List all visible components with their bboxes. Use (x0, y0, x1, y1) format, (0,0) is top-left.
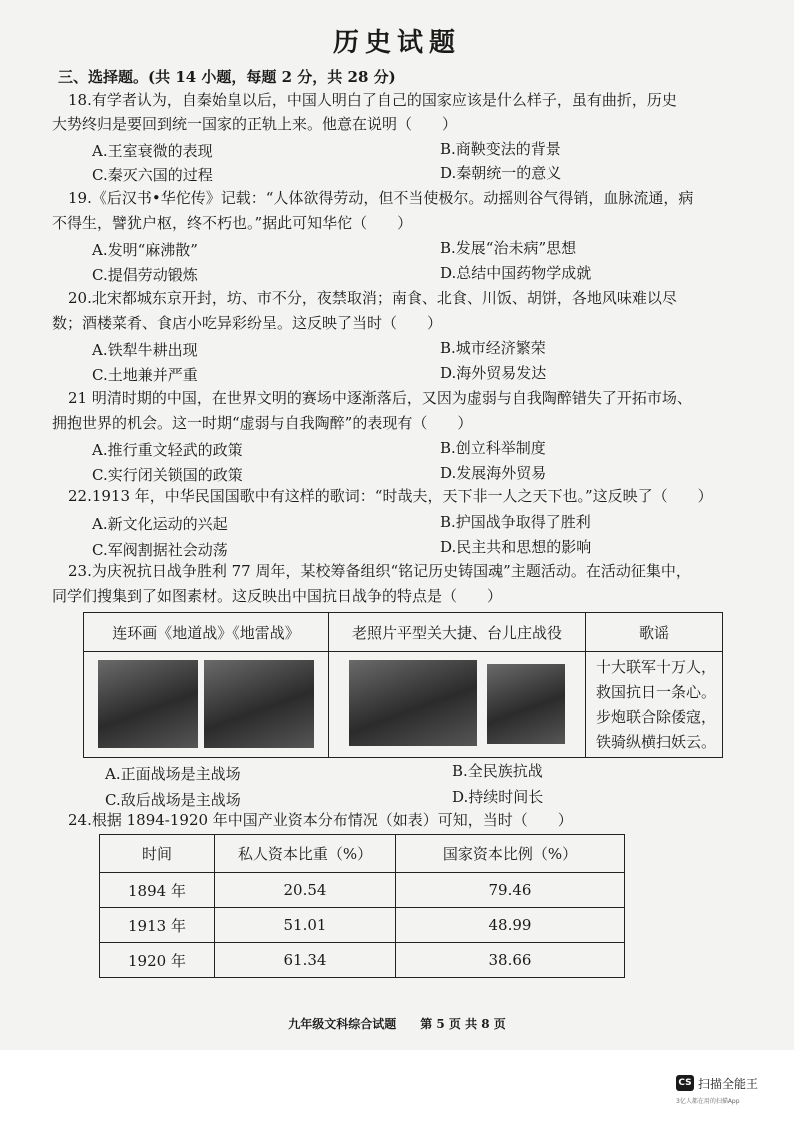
q18-option-a: A.王室衰微的表现 (92, 142, 213, 160)
q21-stem-1: 21 明清时期的中国，在世界文明的赛场中逐渐落后，又因为虚弱与自我陶醉错失了开拓市场、 (68, 389, 692, 407)
table-cell-year: 1913 年 (100, 908, 215, 943)
page-title: 历史试题 (332, 28, 461, 58)
q24-stem-1: 24.根据 1894-1920 年中国产业资本分布情况（如表）可知，当时（ ） (68, 811, 573, 829)
q23-option-c: C.敌后战场是主战场 (105, 791, 241, 809)
q18-stem-2: 大势终归是要回到统一国家的正轨上来。他意在说明（ ） (52, 115, 458, 133)
photo-pingxingguan (349, 660, 477, 746)
table-header: 国家资本比例（%） (396, 835, 625, 873)
ballad-line: 步炮联合除倭寇， (596, 707, 717, 726)
table-cell-state: 38.66 (396, 943, 625, 978)
q23-option-a: A.正面战场是主战场 (105, 765, 241, 783)
table-row (100, 873, 625, 908)
q19-option-c: C.提倡劳动锻炼 (92, 266, 198, 284)
q22-option-b: B.护国战争取得了胜利 (440, 513, 591, 531)
q18-stem-1: 18.有学者认为，自秦始皇以后，中国人明白了自己的国家应该是什么样子，虽有曲折，历史 (68, 91, 677, 109)
q18-option-c: C.秦灭六国的过程 (92, 166, 213, 184)
q21-option-b: B.创立科举制度 (440, 439, 546, 457)
q23-stem-1: 23.为庆祝抗日战争胜利 77 周年，某校筹备组织“铭记历史铸国魂”主题活动。在活动征集中， (68, 562, 691, 580)
q20-option-c: C.土地兼并严重 (92, 366, 198, 384)
q19-option-b: B.发展“治未病”思想 (440, 239, 577, 257)
q20-option-a: A.铁犁牛耕出现 (92, 341, 198, 359)
q22-option-a: A.新文化运动的兴起 (92, 515, 228, 533)
q19-stem-1: 19.《后汉书•华佗传》记载：“人体欲得劳动，但不当使极尔。动摇则谷气得销，血脉流通，病 (68, 189, 694, 207)
q23-comics-cell (84, 652, 329, 758)
ballad-line: 铁骑纵横扫妖云。 (596, 732, 717, 751)
q21-option-a: A.推行重文轻武的政策 (92, 441, 243, 459)
comic-image-landmine-war (204, 660, 314, 748)
table-header: 私人资本比重（%） (215, 835, 396, 873)
table-header: 时间 (100, 835, 215, 873)
q18-option-d: D.秦朝统一的意义 (440, 164, 562, 182)
q21-option-d: D.发展海外贸易 (440, 464, 547, 482)
q23-stem-2: 同学们搜集到了如图素材。这反映出中国抗日战争的特点是（ ） (52, 587, 503, 605)
q23-option-b: B.全民族抗战 (452, 762, 543, 780)
q20-stem-2: 数；酒楼菜肴、食店小吃异彩纷呈。这反映了当时（ ） (52, 314, 443, 332)
q20-option-d: D.海外贸易发达 (440, 364, 547, 382)
q23-col-ballad: 歌谣 (586, 613, 723, 652)
table-cell-state: 79.46 (396, 873, 625, 908)
q23-material-table (83, 612, 723, 758)
q23-ballad-cell (586, 652, 723, 758)
table-cell-year: 1920 年 (100, 943, 215, 978)
q18-option-b: B.商鞅变法的背景 (440, 140, 561, 158)
q24-capital-table (99, 834, 625, 978)
ballad-line: 救国抗日一条心。 (596, 682, 717, 701)
q20-stem-1: 20.北宋都城东京开封，坊、市不分，夜禁取消；南食、北食、川饭、胡饼，各地风味难以尽 (68, 289, 677, 307)
table-row (100, 943, 625, 978)
q19-option-a: A.发明“麻沸散” (92, 241, 198, 259)
table-cell-state: 48.99 (396, 908, 625, 943)
scanner-tagline: 3亿人都在用的扫描App (676, 1098, 740, 1105)
q20-option-b: B.城市经济繁荣 (440, 339, 546, 357)
q23-col-comics: 连环画《地道战》《地雷战》 (84, 613, 329, 652)
table-cell-private: 20.54 (215, 873, 396, 908)
table-cell-private: 51.01 (215, 908, 396, 943)
q21-stem-2: 拥抱世界的机会。这一时期“虚弱与自我陶醉”的表现有（ ） (52, 414, 473, 432)
q23-option-d: D.持续时间长 (452, 788, 544, 806)
section-heading: 三、选择题。(共 14 小题，每题 2 分，共 28 分) (58, 68, 396, 86)
q22-option-c: C.军阀割据社会动荡 (92, 541, 228, 559)
q19-stem-2: 不得生，譬犹户枢，终不朽也。”据此可知华佗（ ） (52, 214, 413, 232)
q22-stem-1: 22.1913 年，中华民国国歌中有这样的歌词：“时哉夫，天下非一人之天下也。”这反映了（ ） (68, 487, 713, 505)
table-cell-year: 1894 年 (100, 873, 215, 908)
photo-taierzhuang (487, 664, 565, 744)
table-cell-private: 61.34 (215, 943, 396, 978)
comic-image-tunnel-war (98, 660, 198, 748)
q23-col-photos: 老照片平型关大捷、台儿庄战役 (329, 613, 586, 652)
table-row (100, 908, 625, 943)
q22-option-d: D.民主共和思想的影响 (440, 538, 592, 556)
scanner-logo-icon: CS (676, 1075, 694, 1091)
q21-option-c: C.实行闭关锁国的政策 (92, 466, 243, 484)
q23-photos-cell (329, 652, 586, 758)
scanner-brand: 扫描全能王 (698, 1077, 759, 1091)
page-footer: 九年级文科综合试题 第 5 页 共 8 页 (288, 1017, 506, 1031)
q19-option-d: D.总结中国药物学成就 (440, 264, 592, 282)
ballad-line: 十大联军十万人， (596, 657, 717, 676)
